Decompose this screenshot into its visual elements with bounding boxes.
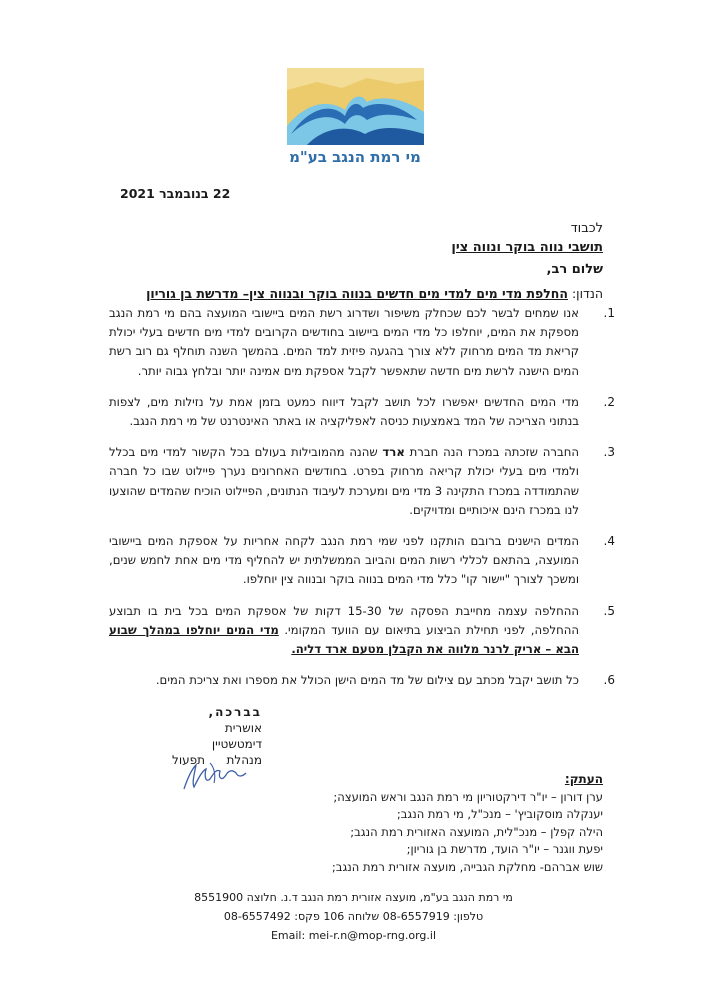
item-number: 2. xyxy=(603,394,615,409)
item-text-pre: החברה שזכתה במכרז הנה חברת xyxy=(404,445,579,460)
company-name-bold: ארד xyxy=(382,445,405,460)
cc-list xyxy=(183,771,603,877)
list-item xyxy=(109,443,615,520)
list-item xyxy=(109,393,615,431)
list-item xyxy=(109,602,615,660)
sign-role-a: מנהלת xyxy=(226,753,262,767)
logo-text: מי רמת הנגב בע"מ xyxy=(289,148,421,166)
footer-address: מי רמת הנגב בע"מ, מועצה אזורית רמת הנגב ד.נ. חלוצה 8551900 xyxy=(194,891,513,904)
subject-text: החלפת מדי מים למדי מים חדשים בנווה בוקר ובנווה צין– מדרשת בן גוריון xyxy=(146,286,568,301)
list-item xyxy=(109,304,615,381)
cc-line: שוש אברהם- מחלקת הגבייה, מועצה אזורית רמת הנגב; xyxy=(331,859,603,874)
sign-role-b: תפעול xyxy=(172,753,205,767)
item-number: 6. xyxy=(603,673,615,688)
item-text: המדים הישנים ברובם הותקנו לפני שמי רמת הנגב לקחה אחריות על אספקת המים ביישובי המועצה, בהתאם לכללי רשות המים והביוב הממשלתית יש להחליף מדי מים אחת לחמש שנים, ומשכך לצורך "יישור קו" כלל מדי המים בנווה בוקר ובנווה צין יוחלפו. xyxy=(109,534,579,587)
item-text-pre: ההחלפה עצמה מחייבת הפסקה של 15-30 דקות של אספקת המים בכל בית בו תבוצע ההחלפה, לפני תחילת הביצוע בתיאום עם הוועד המקומי. xyxy=(109,603,579,637)
subject-line xyxy=(146,286,603,301)
item-text: כל תושב יקבל מכתב עם צילום של מד המים הישן הכולל את מספרו ואת צריכת המים. xyxy=(155,673,579,688)
item-text: אנו שמחים לבשר לכם שכחלק משיפור ושדרוג רשת המים ביישובי המועצה בהם מי רמת הנגב מספקת את המים, יוחלפו כל מדי המים ביישוב בחודשים הקרובים למדי מים חדשים בעלי יכולת קריאת מד המים מרחוק ללא צורך בהגעה פיזית למד המים. בהמשך השנה תוחלף גם רוב רשת המים הישנה לרשת מים חדשה שתאפשר לקבל אספקת מים אמינה יותר ובלחץ גבוה יותר. xyxy=(109,306,579,378)
cc-heading: העתק: xyxy=(564,772,603,786)
cc-line: יפעת ווגנר – יו"ר הועד, מדרשת בן גוריון; xyxy=(406,842,603,857)
list-item xyxy=(109,671,615,690)
item-text: מדי המים החדשים יאפשרו לכל תושב לקבל דיווח כמעט בזמן אמת על נזילות מים, לצפות בנתוני הצריכה של המד באמצעות כניסה לאפליקציה או באתר האינטרנט של מי רמת הנגב. xyxy=(109,394,579,429)
recipient-name: תושבי נווה בוקר ונווה צין xyxy=(451,240,603,255)
item-number: 3. xyxy=(603,445,615,460)
greeting: שלום רב, xyxy=(546,262,603,277)
footer-email: Email: mei-r.n@mop-rng.org.il xyxy=(270,929,437,942)
item-number: 1. xyxy=(603,306,615,320)
letterhead-footer xyxy=(0,888,707,945)
footer-phone: טלפון: 08-6557919 שלוחה 106 פקס: 08-6557492 xyxy=(223,910,484,923)
company-logo xyxy=(280,68,430,170)
item-text xyxy=(109,604,579,656)
item-text-emphasis: מדי המים יוחלפו במהלך שבוע הבא – אריק לרנר מלווה את הקבלן מטעם ארד דליה. xyxy=(109,622,579,657)
subject-label: הנדון: xyxy=(571,286,603,301)
list-item xyxy=(109,532,615,590)
letter-date: 22 בנובמבר 2021 xyxy=(120,186,231,201)
item-number: 4. xyxy=(603,534,615,549)
recipient-title: לכבוד xyxy=(570,221,603,236)
item-text-post: שהנה מהמובילות בעולם בכל הקשור למדי מים בכלל ולמדי מים בעלי יכולת קריאה מרחוק בפרט. בחודשים האחרונים נערך פיילוט שבו כל חברה שהתמודדה במכרז התקינה 3 מדי מים ומערכת לעיבוד הנתונים, הפיילוט הוכיח שהמדים שהוצעו לנו במכרז הינם איכותיים ומדויקים. xyxy=(109,445,579,517)
item-number: 5. xyxy=(603,603,615,618)
numbered-list xyxy=(109,304,615,702)
cc-line: ערן דורון – יו"ר דירקטוריון מי רמת הנגב וראש המועצה; xyxy=(333,789,603,804)
sign-name: אושרית דימטשטיין xyxy=(211,721,262,751)
cc-line: יענקלה מוסקוביץ' – מנכ"ל, מי רמת הנגב; xyxy=(396,807,603,822)
cc-line: הילה קפלן – מנכ"לית, המועצה האזורית רמת הנגב; xyxy=(350,824,603,839)
wave-logo-icon xyxy=(287,68,424,145)
sign-blessing: בברכה, xyxy=(208,705,262,719)
item-text xyxy=(109,445,579,517)
